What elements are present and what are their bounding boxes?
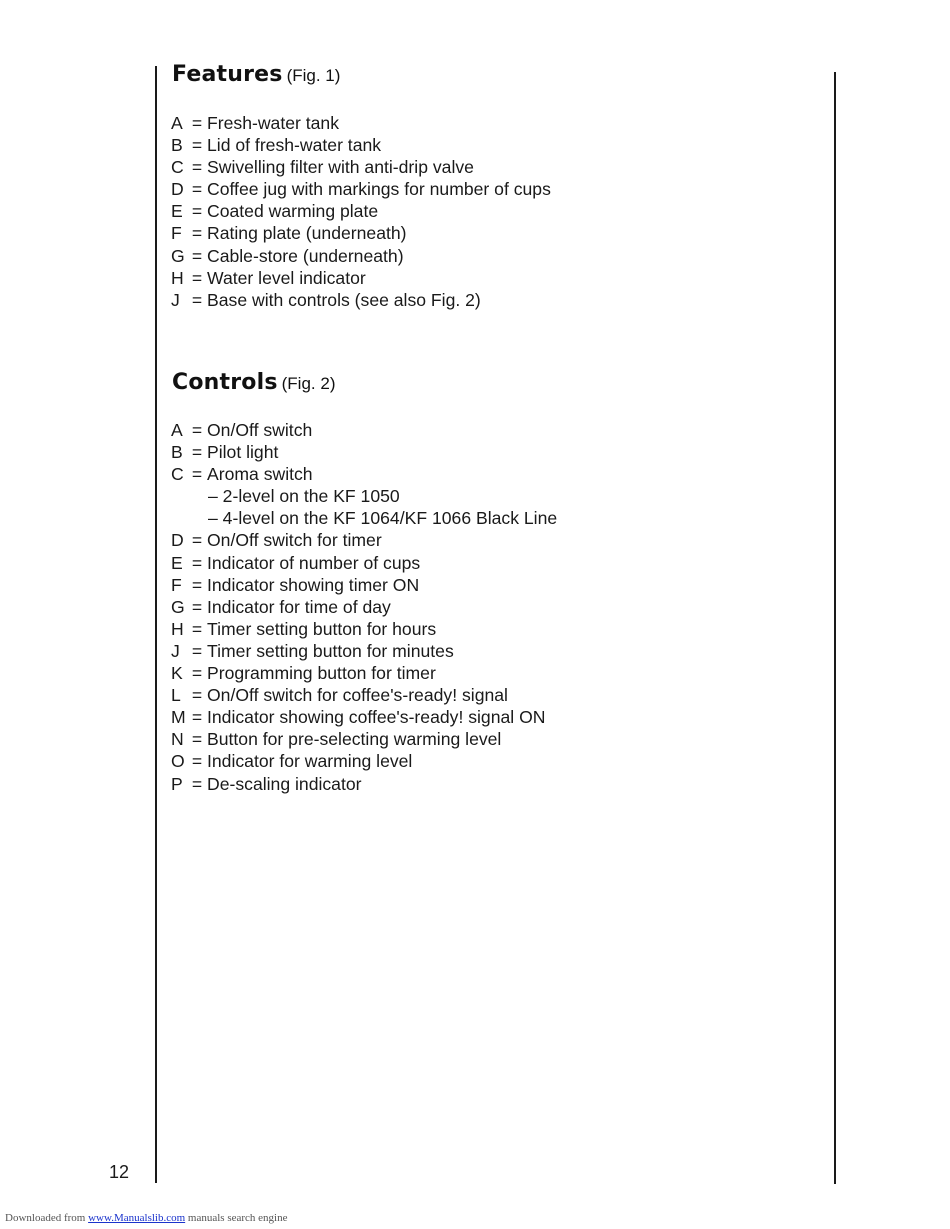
equals-sign: =	[191, 420, 203, 440]
item-text: Aroma switch	[207, 464, 313, 485]
item-key: F	[171, 223, 182, 244]
controls-list	[171, 419, 557, 795]
list-item	[171, 574, 557, 596]
list-item	[171, 463, 557, 485]
item-key: G	[171, 245, 185, 266]
manualslib-link[interactable]: www.Manualslib.com	[88, 1212, 186, 1224]
list-item	[171, 640, 557, 662]
footer-suffix: manuals search engine	[187, 1212, 288, 1224]
item-key: O	[171, 751, 185, 772]
equals-sign: =	[191, 773, 203, 794]
equals-sign: =	[191, 157, 203, 178]
item-key: M	[171, 707, 186, 728]
item-key: H	[171, 267, 184, 288]
list-item	[171, 112, 551, 134]
equals-sign: =	[191, 135, 203, 156]
equals-sign: =	[191, 179, 203, 200]
item-text: Lid of fresh-water tank	[207, 135, 382, 156]
equals-sign: =	[191, 729, 203, 750]
item-key: C	[171, 464, 184, 485]
item-key: F	[171, 574, 182, 595]
equals-sign: =	[191, 530, 203, 551]
item-key: A	[171, 113, 183, 133]
list-item	[171, 245, 551, 267]
equals-sign: =	[191, 640, 203, 661]
item-text: Rating plate (underneath)	[207, 223, 407, 244]
item-text: Timer setting button for hours	[207, 618, 437, 639]
item-text: Indicator of number of cups	[207, 552, 421, 573]
list-sub-item: – 4-level on the KF 1064/KF 1066 Black Line	[208, 508, 558, 529]
item-text: De-scaling indicator	[207, 773, 362, 794]
equals-sign: =	[191, 442, 203, 463]
item-text: Programming button for timer	[207, 663, 436, 684]
list-item	[171, 156, 551, 178]
item-text: Indicator showing timer ON	[207, 574, 420, 595]
item-key: L	[171, 685, 181, 706]
list-item	[171, 618, 557, 640]
list-sub-item: – 2-level on the KF 1050	[208, 486, 400, 507]
equals-sign: =	[191, 552, 203, 573]
item-text: Indicator for time of day	[207, 596, 391, 617]
item-key: E	[171, 552, 183, 573]
list-item	[171, 222, 551, 244]
controls-fig-ref: (Fig. 2)	[281, 374, 336, 393]
list-item	[171, 728, 557, 750]
item-key: K	[171, 663, 183, 684]
item-key: A	[171, 420, 183, 440]
item-text: Timer setting button for minutes	[207, 640, 454, 661]
item-text: Swivelling filter with anti-drip valve	[207, 157, 474, 178]
features-list	[171, 112, 551, 311]
list-item	[171, 662, 557, 684]
right-margin-rule	[834, 72, 836, 1184]
item-text: Indicator showing coffee's-ready! signal ON	[207, 707, 546, 728]
item-key: B	[171, 442, 183, 463]
left-margin-rule	[155, 66, 157, 1183]
item-key: D	[171, 530, 184, 551]
page-number: 12	[109, 1162, 130, 1182]
item-text: Pilot light	[207, 442, 279, 463]
item-text: On/Off switch for coffee's-ready! signal	[207, 685, 508, 706]
equals-sign: =	[191, 201, 203, 222]
list-item	[171, 200, 551, 222]
item-text: On/Off switch	[207, 420, 313, 440]
item-key: E	[171, 201, 183, 222]
list-item	[171, 134, 551, 156]
item-text: Water level indicator	[207, 267, 366, 288]
equals-sign: =	[191, 663, 203, 684]
list-item	[171, 552, 557, 574]
list-item	[171, 441, 557, 463]
item-text: Coated warming plate	[207, 201, 379, 222]
equals-sign: =	[191, 464, 203, 485]
item-text: On/Off switch for timer	[207, 530, 382, 551]
features-title: Features	[172, 62, 283, 87]
item-text: Coffee jug with markings for number of cups	[207, 179, 551, 200]
list-item	[171, 267, 551, 289]
list-item	[171, 289, 551, 311]
equals-sign: =	[191, 707, 203, 728]
item-key: C	[171, 157, 184, 178]
list-item	[171, 773, 557, 795]
equals-sign: =	[191, 751, 203, 772]
item-key: P	[171, 773, 183, 794]
item-text: Fresh-water tank	[207, 113, 339, 133]
item-text: Base with controls (see also Fig. 2)	[207, 289, 481, 310]
list-item	[171, 596, 557, 618]
equals-sign: =	[191, 289, 203, 310]
download-footer	[5, 1212, 287, 1224]
list-item	[171, 419, 557, 441]
equals-sign: =	[191, 113, 203, 133]
item-text: Indicator for warming level	[207, 751, 413, 772]
item-key: H	[171, 618, 184, 639]
equals-sign: =	[191, 574, 203, 595]
list-item	[171, 706, 557, 728]
item-key: J	[171, 640, 180, 661]
features-fig-ref: (Fig. 1)	[286, 66, 341, 85]
equals-sign: =	[191, 223, 203, 244]
controls-title: Controls	[172, 370, 278, 395]
list-item	[171, 178, 551, 200]
item-text: Button for pre-selecting warming level	[207, 729, 502, 750]
equals-sign: =	[191, 245, 203, 266]
list-item	[171, 750, 557, 772]
item-key: N	[171, 729, 184, 750]
item-key: G	[171, 596, 185, 617]
footer-prefix: Downloaded from	[5, 1212, 86, 1224]
features-heading	[172, 62, 340, 87]
item-key: B	[171, 135, 183, 156]
list-item	[171, 529, 557, 551]
item-key: D	[171, 179, 184, 200]
list-item	[171, 684, 557, 706]
equals-sign: =	[191, 685, 203, 706]
equals-sign: =	[191, 267, 203, 288]
item-text: Cable-store (underneath)	[207, 245, 404, 266]
equals-sign: =	[191, 596, 203, 617]
equals-sign: =	[191, 618, 203, 639]
item-key: J	[171, 289, 180, 310]
controls-heading	[172, 370, 335, 395]
